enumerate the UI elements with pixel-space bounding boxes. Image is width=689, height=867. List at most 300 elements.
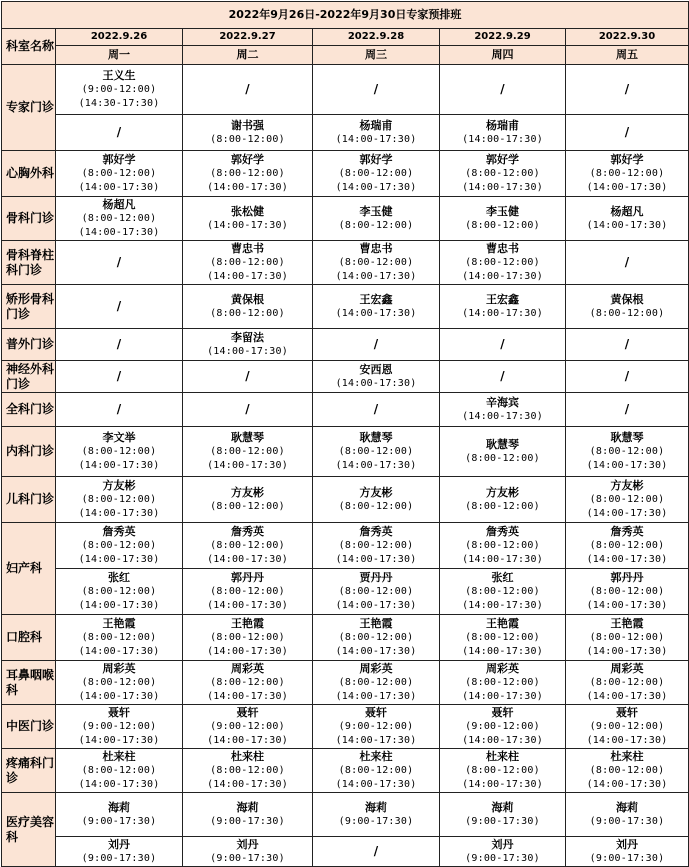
schedule-cell [566,837,689,867]
schedule-cell [566,329,689,361]
schedule-cell [183,329,313,361]
doctor-name: 海莉 [365,800,387,814]
doctor-name: 刘丹 [236,837,259,851]
clinic-hours: (8:00-12:00) [589,493,665,505]
clinic-hours: (14:00-17:30) [207,690,288,702]
schedule-row [2,329,689,361]
schedule-cell [56,65,183,115]
clinic-hours: (14:00-17:30) [462,690,543,702]
schedule-cell [566,393,689,427]
schedule-cell [566,477,689,523]
clinic-hours: (14:00-17:30) [462,599,543,611]
clinic-hours: (14:00-17:30) [586,507,668,519]
doctor-name: 耿慧琴 [359,430,393,444]
doctor-name: 王艳霞 [610,616,644,630]
no-clinic-mark: / [245,369,250,383]
no-clinic-mark: / [624,337,630,351]
doctor-name: 方友彬 [102,478,136,492]
schedule-cell [566,705,689,749]
clinic-hours: (9:00-17:30) [81,815,157,827]
clinic-hours: (14:00-17:30) [335,645,417,657]
schedule-cell [183,393,313,427]
schedule-row [2,361,689,393]
schedule-cell [183,241,313,285]
clinic-hours: (14:00-17:30) [462,307,543,319]
doctor-name: 郭丹丹 [231,570,264,584]
schedule-cell [440,285,566,329]
schedule-table [1,1,689,867]
clinic-hours: (14:00-17:30) [78,734,160,746]
clinic-hours: (8:00-12:00) [210,585,285,597]
schedule-cell [566,523,689,569]
clinic-hours: (14:00-17:30) [207,270,288,282]
doctor-name: 李玉健 [359,204,393,218]
schedule-cell [313,285,440,329]
clinic-hours: (8:00-12:00) [589,307,665,319]
schedule-cell [313,793,440,837]
clinic-hours: (8:00-12:00) [210,167,285,179]
doctor-name: 詹秀英 [102,524,136,538]
clinic-hours: (8:00-12:00) [465,452,540,464]
doctor-name: 李玉健 [486,204,519,218]
schedule-row [2,749,689,793]
schedule-cell [313,115,440,151]
schedule-cell [440,705,566,749]
schedule-row [2,241,689,285]
clinic-hours: (8:00-12:00) [465,539,540,551]
doctor-name: 安西恩 [359,362,393,376]
schedule-cell [56,793,183,837]
clinic-hours: (9:00-17:30) [210,852,285,864]
doctor-name: 詹秀英 [359,524,393,538]
doctor-name: 李文举 [102,430,136,444]
doctor-name: 方友彬 [359,485,393,499]
doctor-name: 方友彬 [610,478,644,492]
schedule-cell [183,361,313,393]
clinic-hours: (8:00-12:00) [81,676,157,688]
doctor-name: 周彩英 [102,661,136,675]
doctor-name: 杨超凡 [102,197,136,211]
clinic-hours: (14:00-17:30) [335,553,417,565]
clinic-hours: (8:00-12:00) [589,539,665,551]
schedule-cell [566,661,689,705]
clinic-hours: (14:00-17:30) [586,645,668,657]
doctor-name: 耿慧琴 [610,430,644,444]
no-clinic-mark: / [373,82,379,96]
schedule-cell [313,837,440,867]
no-clinic-mark: / [116,255,122,269]
doctor-name: 杜来柱 [359,749,393,763]
schedule-cell [313,241,440,285]
clinic-hours: (9:00-17:30) [81,852,157,864]
clinic-hours: (9:00-12:00) [338,720,414,732]
schedule-cell [566,115,689,151]
clinic-hours: (8:00-12:00) [465,631,540,643]
doctor-name: 刘丹 [616,837,638,851]
clinic-hours: (8:00-12:00) [81,764,157,776]
clinic-hours: (8:00-12:00) [81,493,157,505]
clinic-hours: (8:00-12:00) [210,307,285,319]
no-clinic-mark: / [373,844,379,858]
schedule-row [2,285,689,329]
schedule-cell [440,393,566,427]
doctor-name: 郭好学 [610,152,644,166]
schedule-cell [183,285,313,329]
schedule-cell [440,661,566,705]
no-clinic-mark: / [116,125,122,139]
clinic-hours: (9:00-17:30) [589,852,665,864]
schedule-cell [56,361,183,393]
schedule-cell [183,115,313,151]
weekday-header: 周三 [313,46,440,65]
title-row [2,2,689,29]
no-clinic-mark: / [624,402,630,416]
clinic-hours: (14:00-17:30) [335,133,417,145]
clinic-hours: (8:00-12:00) [338,445,414,457]
doctor-name: 郭丹丹 [610,570,644,584]
doctor-name: 张红 [491,570,514,584]
schedule-cell [183,749,313,793]
table-title: 2022年9月26日-2022年9月30日专家预排班 [2,2,689,29]
department-name: 妇产科 [2,523,56,615]
clinic-hours: (14:00-17:30) [462,133,543,145]
schedule-cell [566,197,689,241]
doctor-name: 聂轩 [491,705,514,719]
clinic-hours: (8:00-12:00) [338,167,414,179]
clinic-hours: (14:00-17:30) [462,410,543,422]
clinic-hours: (14:00-17:30) [335,459,417,471]
schedule-cell [183,615,313,661]
clinic-hours: (8:00-12:00) [81,539,157,551]
clinic-hours: (14:00-17:30) [207,599,288,611]
doctor-name: 杜来柱 [102,749,136,763]
schedule-cell [440,151,566,197]
doctor-name: 聂轩 [365,705,387,719]
schedule-cell [313,393,440,427]
clinic-hours: (8:00-12:00) [210,631,285,643]
doctor-name: 王艳霞 [486,616,519,630]
clinic-hours: (8:00-12:00) [465,167,540,179]
doctor-name: 辛海宾 [486,395,519,409]
schedule-cell [56,523,183,569]
schedule-cell [566,361,689,393]
clinic-hours: (8:00-12:00) [338,631,414,643]
clinic-hours: (8:00-12:00) [589,167,665,179]
schedule-cell [440,197,566,241]
doctor-name: 杨瑞甫 [359,118,393,132]
schedule-cell [183,793,313,837]
schedule-cell [183,837,313,867]
doctor-name: 曹忠书 [359,241,393,255]
clinic-hours: (14:00-17:30) [586,459,668,471]
no-clinic-mark: / [116,299,122,313]
clinic-hours: (14:00-17:30) [207,345,288,357]
clinic-hours: (8:00-12:00) [210,764,285,776]
weekday-header: 周五 [566,46,689,65]
schedule-cell [56,615,183,661]
schedule-cell [56,569,183,615]
schedule-cell [183,477,313,523]
doctor-name: 谢书强 [231,118,264,132]
doctor-name: 聂轩 [616,705,638,719]
schedule-cell [566,749,689,793]
doctor-name: 杜来柱 [486,749,519,763]
doctor-name: 王宏鑫 [486,292,519,306]
clinic-hours: (14:00-17:30) [207,734,288,746]
department-name: 医疗美容科 [2,793,56,867]
no-clinic-mark: / [624,255,630,269]
clinic-hours: (14:00-17:30) [78,181,160,193]
clinic-hours: (14:00-17:30) [207,645,288,657]
schedule-row [2,393,689,427]
schedule-cell [313,151,440,197]
no-clinic-mark: / [624,82,630,96]
doctor-name: 王宏鑫 [359,292,393,306]
schedule-cell [56,661,183,705]
clinic-hours: (8:00-12:00) [210,539,285,551]
clinic-hours: (14:00-17:30) [462,778,543,790]
clinic-hours: (8:00-12:00) [81,445,157,457]
date-row [2,29,689,46]
doctor-name: 贾丹丹 [359,570,393,584]
schedule-cell [56,705,183,749]
department-name: 骨科脊柱科门诊 [2,241,56,285]
schedule-row [2,151,689,197]
clinic-hours: (8:00-12:00) [210,676,285,688]
schedule-cell [56,477,183,523]
no-clinic-mark: / [245,82,250,96]
clinic-hours: (8:00-12:00) [338,764,414,776]
clinic-hours: (8:00-12:00) [338,500,414,512]
clinic-hours: (9:00-17:30) [589,815,665,827]
doctor-name: 詹秀英 [231,524,264,538]
no-clinic-mark: / [245,402,250,416]
clinic-hours: (14:00-17:30) [462,181,543,193]
clinic-hours: (14:00-17:30) [586,778,668,790]
department-name: 中医门诊 [2,705,56,749]
clinic-hours: (14:00-17:30) [586,181,668,193]
no-clinic-mark: / [500,337,505,351]
schedule-cell [313,329,440,361]
doctor-name: 海莉 [491,800,514,814]
doctor-name: 周彩英 [610,661,644,675]
doctor-name: 周彩英 [231,661,264,675]
clinic-hours: (8:00-12:00) [338,676,414,688]
department-name: 矫形骨科门诊 [2,285,56,329]
doctor-name: 张红 [108,570,130,584]
schedule-cell [313,749,440,793]
schedule-row [2,115,689,151]
clinic-hours: (8:00-12:00) [465,585,540,597]
schedule-cell [313,523,440,569]
clinic-hours: (9:00-12:00) [465,720,540,732]
date-header: 2022.9.28 [313,29,440,46]
weekday-header: 周一 [56,46,183,65]
department-name: 疼痛科门诊 [2,749,56,793]
clinic-hours: (8:00-12:00) [465,256,540,268]
no-clinic-mark: / [624,125,630,139]
clinic-hours: (14:00-17:30) [78,553,160,565]
schedule-cell [566,569,689,615]
schedule-row [2,523,689,569]
clinic-hours: (14:00-17:30) [586,219,668,231]
schedule-cell [56,115,183,151]
doctor-name: 詹秀英 [610,524,644,538]
schedule-row [2,477,689,523]
doctor-name: 黄保根 [231,292,264,306]
schedule-cell [566,615,689,661]
schedule-cell [56,393,183,427]
department-name: 神经外科门诊 [2,361,56,393]
department-name: 内科门诊 [2,427,56,477]
schedule-cell [440,837,566,867]
clinic-hours: (14:00-17:30) [462,553,543,565]
department-header: 科室名称 [2,29,56,65]
schedule-cell [313,361,440,393]
clinic-hours: (8:00-12:00) [210,133,285,145]
schedule-row [2,705,689,749]
no-clinic-mark: / [116,369,122,383]
schedule-cell [183,705,313,749]
doctor-name: 周彩英 [359,661,393,675]
schedule-cell [183,427,313,477]
clinic-hours: (9:00-17:30) [465,852,540,864]
schedule-cell [440,523,566,569]
doctor-name: 李留法 [231,330,264,344]
clinic-hours: (8:00-12:00) [465,676,540,688]
schedule-cell [440,65,566,115]
doctor-name: 郭好学 [359,152,393,166]
clinic-hours: (14:00-17:30) [78,459,160,471]
doctor-name: 杨超凡 [610,204,644,218]
schedule-row [2,427,689,477]
clinic-hours: (8:00-12:00) [81,585,157,597]
no-clinic-mark: / [373,402,379,416]
clinic-hours: (9:00-17:30) [210,815,285,827]
schedule-cell [56,329,183,361]
doctor-name: 王艳霞 [102,616,136,630]
weekday-row [2,46,689,65]
department-name: 骨科门诊 [2,197,56,241]
clinic-hours: (8:00-12:00) [589,585,665,597]
schedule-cell [313,197,440,241]
clinic-hours: (14:00-17:30) [462,270,543,282]
no-clinic-mark: / [500,369,505,383]
clinic-hours: (14:00-17:30) [335,377,417,389]
schedule-row [2,837,689,867]
schedule-cell [440,115,566,151]
clinic-hours: (8:00-12:00) [210,500,285,512]
clinic-hours: (14:00-17:30) [462,645,543,657]
schedule-row [2,615,689,661]
doctor-name: 詹秀英 [486,524,519,538]
date-header: 2022.9.27 [183,29,313,46]
schedule-row [2,661,689,705]
clinic-hours: (14:00-17:30) [586,553,668,565]
clinic-hours: (8:00-12:00) [338,539,414,551]
schedule-cell [440,241,566,285]
doctor-name: 杜来柱 [610,749,644,763]
doctor-name: 海莉 [616,800,638,814]
clinic-hours: (14:00-17:30) [586,734,668,746]
schedule-cell [313,705,440,749]
doctor-name: 海莉 [236,800,259,814]
clinic-hours: (14:00-17:30) [335,690,417,702]
doctor-name: 王艳霞 [231,616,264,630]
schedule-cell [566,793,689,837]
clinic-hours: (14:00-17:30) [78,645,160,657]
schedule-cell [183,661,313,705]
doctor-name: 黄保根 [610,292,644,306]
no-clinic-mark: / [116,402,122,416]
schedule-cell [440,477,566,523]
clinic-hours: (9:00-12:00) [81,83,157,95]
clinic-hours: (14:00-17:30) [335,599,417,611]
no-clinic-mark: / [373,337,379,351]
schedule-cell [566,427,689,477]
clinic-hours: (8:00-12:00) [338,585,414,597]
schedule-row [2,569,689,615]
department-name: 专家门诊 [2,65,56,151]
clinic-hours: (8:00-12:00) [338,256,414,268]
doctor-name: 刘丹 [108,837,130,851]
no-clinic-mark: / [500,82,505,96]
doctor-name: 刘丹 [491,837,514,851]
clinic-hours: (14:00-17:30) [78,226,160,238]
clinic-hours: (14:00-17:30) [335,270,417,282]
clinic-hours: (8:00-12:00) [210,445,285,457]
weekday-header: 周二 [183,46,313,65]
schedule-cell [56,241,183,285]
clinic-hours: (8:00-12:00) [81,167,157,179]
schedule-row [2,197,689,241]
clinic-hours: (8:00-12:00) [589,676,665,688]
clinic-hours: (14:00-17:30) [78,778,160,790]
schedule-cell [313,569,440,615]
schedule-cell [440,569,566,615]
doctor-name: 耿慧琴 [231,430,264,444]
doctor-name: 方友彬 [486,485,519,499]
clinic-hours: (9:00-17:30) [465,815,540,827]
clinic-hours: (9:00-12:00) [589,720,665,732]
clinic-hours: (14:00-17:30) [78,507,160,519]
date-header: 2022.9.30 [566,29,689,46]
department-name: 耳鼻咽喉科 [2,661,56,705]
clinic-hours: (8:00-12:00) [81,631,157,643]
schedule-cell [313,615,440,661]
clinic-hours: (14:00-17:30) [207,553,288,565]
schedule-cell [183,151,313,197]
date-header: 2022.9.29 [440,29,566,46]
schedule-row [2,793,689,837]
schedule-cell [440,749,566,793]
department-name: 儿科门诊 [2,477,56,523]
clinic-hours: (8:00-12:00) [210,256,285,268]
schedule-cell [566,285,689,329]
schedule-cell [440,793,566,837]
clinic-hours: (14:30-17:30) [78,97,160,109]
clinic-hours: (14:00-17:30) [207,181,288,193]
clinic-hours: (8:00-12:00) [465,764,540,776]
clinic-hours: (8:00-12:00) [465,219,540,231]
schedule-cell [440,615,566,661]
schedule-cell [183,197,313,241]
clinic-hours: (8:00-12:00) [589,764,665,776]
schedule-cell [56,427,183,477]
doctor-name: 曹忠书 [486,241,519,255]
schedule-cell [56,285,183,329]
schedule-cell [56,197,183,241]
